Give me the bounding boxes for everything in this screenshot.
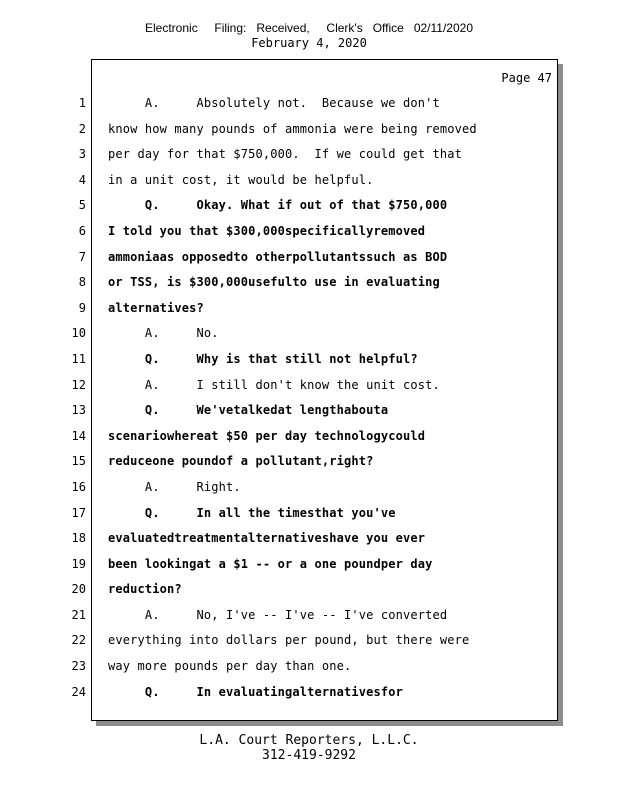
line-number: 9: [78, 300, 86, 315]
line-number: 14: [71, 428, 86, 443]
transcript-line: A. No, I've -- I've -- I've converted: [108, 607, 448, 622]
transcript-line: been lookingat a $1 -- or a one poundper day: [108, 556, 433, 571]
transcript-line: Q. In evaluatingalternativesfor: [108, 684, 403, 699]
transcript-line: ammoniaas opposedto otherpollutantssuch as BOD: [108, 249, 448, 264]
transcript-text-column: [108, 95, 548, 709]
line-number: 17: [71, 505, 86, 520]
line-number: 8: [78, 275, 86, 290]
line-number: 22: [71, 633, 86, 648]
transcript-line: or TSS, is $300,000usefulto use in evaluating: [108, 275, 440, 290]
line-number: 10: [71, 326, 86, 341]
transcript-line: alternatives?: [108, 300, 204, 315]
line-number: 24: [71, 684, 86, 699]
transcript-line: Q. Why is that still not helpful?: [108, 351, 418, 366]
transcript-line: in a unit cost, it would be helpful.: [108, 172, 374, 187]
line-number-column: [60, 95, 86, 709]
line-number: 7: [78, 249, 86, 264]
line-number: 11: [71, 351, 86, 366]
reporter-company: L.A. Court Reporters, L.L.C.: [199, 733, 419, 748]
line-number: 5: [78, 198, 86, 213]
transcript-line: per day for that $750,000. If we could get that: [108, 147, 462, 162]
line-number: 6: [78, 223, 86, 238]
line-number: 16: [71, 479, 86, 494]
line-number: 23: [71, 659, 86, 674]
line-number: 15: [71, 454, 86, 469]
transcript-line: A. No.: [108, 326, 219, 341]
transcript-line: I told you that $300,000specificallyremoved: [108, 223, 426, 238]
line-number: 3: [78, 147, 86, 162]
line-number: 19: [71, 556, 86, 571]
line-number: 18: [71, 531, 86, 546]
line-number: 21: [71, 607, 86, 622]
transcript-line: A. Absolutely not. Because we don't: [108, 96, 440, 110]
transcript-line: A. I still don't know the unit cost.: [108, 377, 440, 392]
line-number: 2: [78, 121, 86, 136]
transcript-line: reduceone poundof a pollutant,right?: [108, 454, 374, 469]
transcript-line: evaluatedtreatmentalternativeshave you ever: [108, 531, 426, 546]
transcript-line: reduction?: [108, 582, 182, 597]
line-number: 12: [71, 377, 86, 392]
filing-stamp: Electronic Filing: Received, Clerk's Office 02/11/2020: [145, 21, 473, 35]
transcript-line: Q. Okay. What if out of that $750,000: [108, 198, 448, 213]
line-number: 20: [71, 582, 86, 597]
transcript-line: A. Right.: [108, 479, 241, 494]
line-number: 13: [71, 403, 86, 418]
court-reporter-footer: [0, 733, 618, 763]
line-number: 4: [78, 172, 86, 187]
transcript-line: Q. We'vetalkedat lengthabouta: [108, 403, 389, 418]
transcript-line: way more pounds per day than one.: [108, 659, 352, 674]
line-number: 1: [78, 96, 86, 110]
transcript-date: February 4, 2020: [251, 36, 367, 50]
transcript-line: Q. In all the timesthat you've: [108, 505, 396, 520]
transcript-line: scenariowhereat $50 per day technologycould: [108, 428, 426, 443]
transcript-line: know how many pounds of ammonia were being removed: [108, 121, 477, 136]
transcript-line: everything into dollars per pound, but there were: [108, 633, 470, 648]
reporter-phone: 312-419-9292: [262, 748, 356, 763]
page-number: Page 47: [501, 71, 552, 85]
